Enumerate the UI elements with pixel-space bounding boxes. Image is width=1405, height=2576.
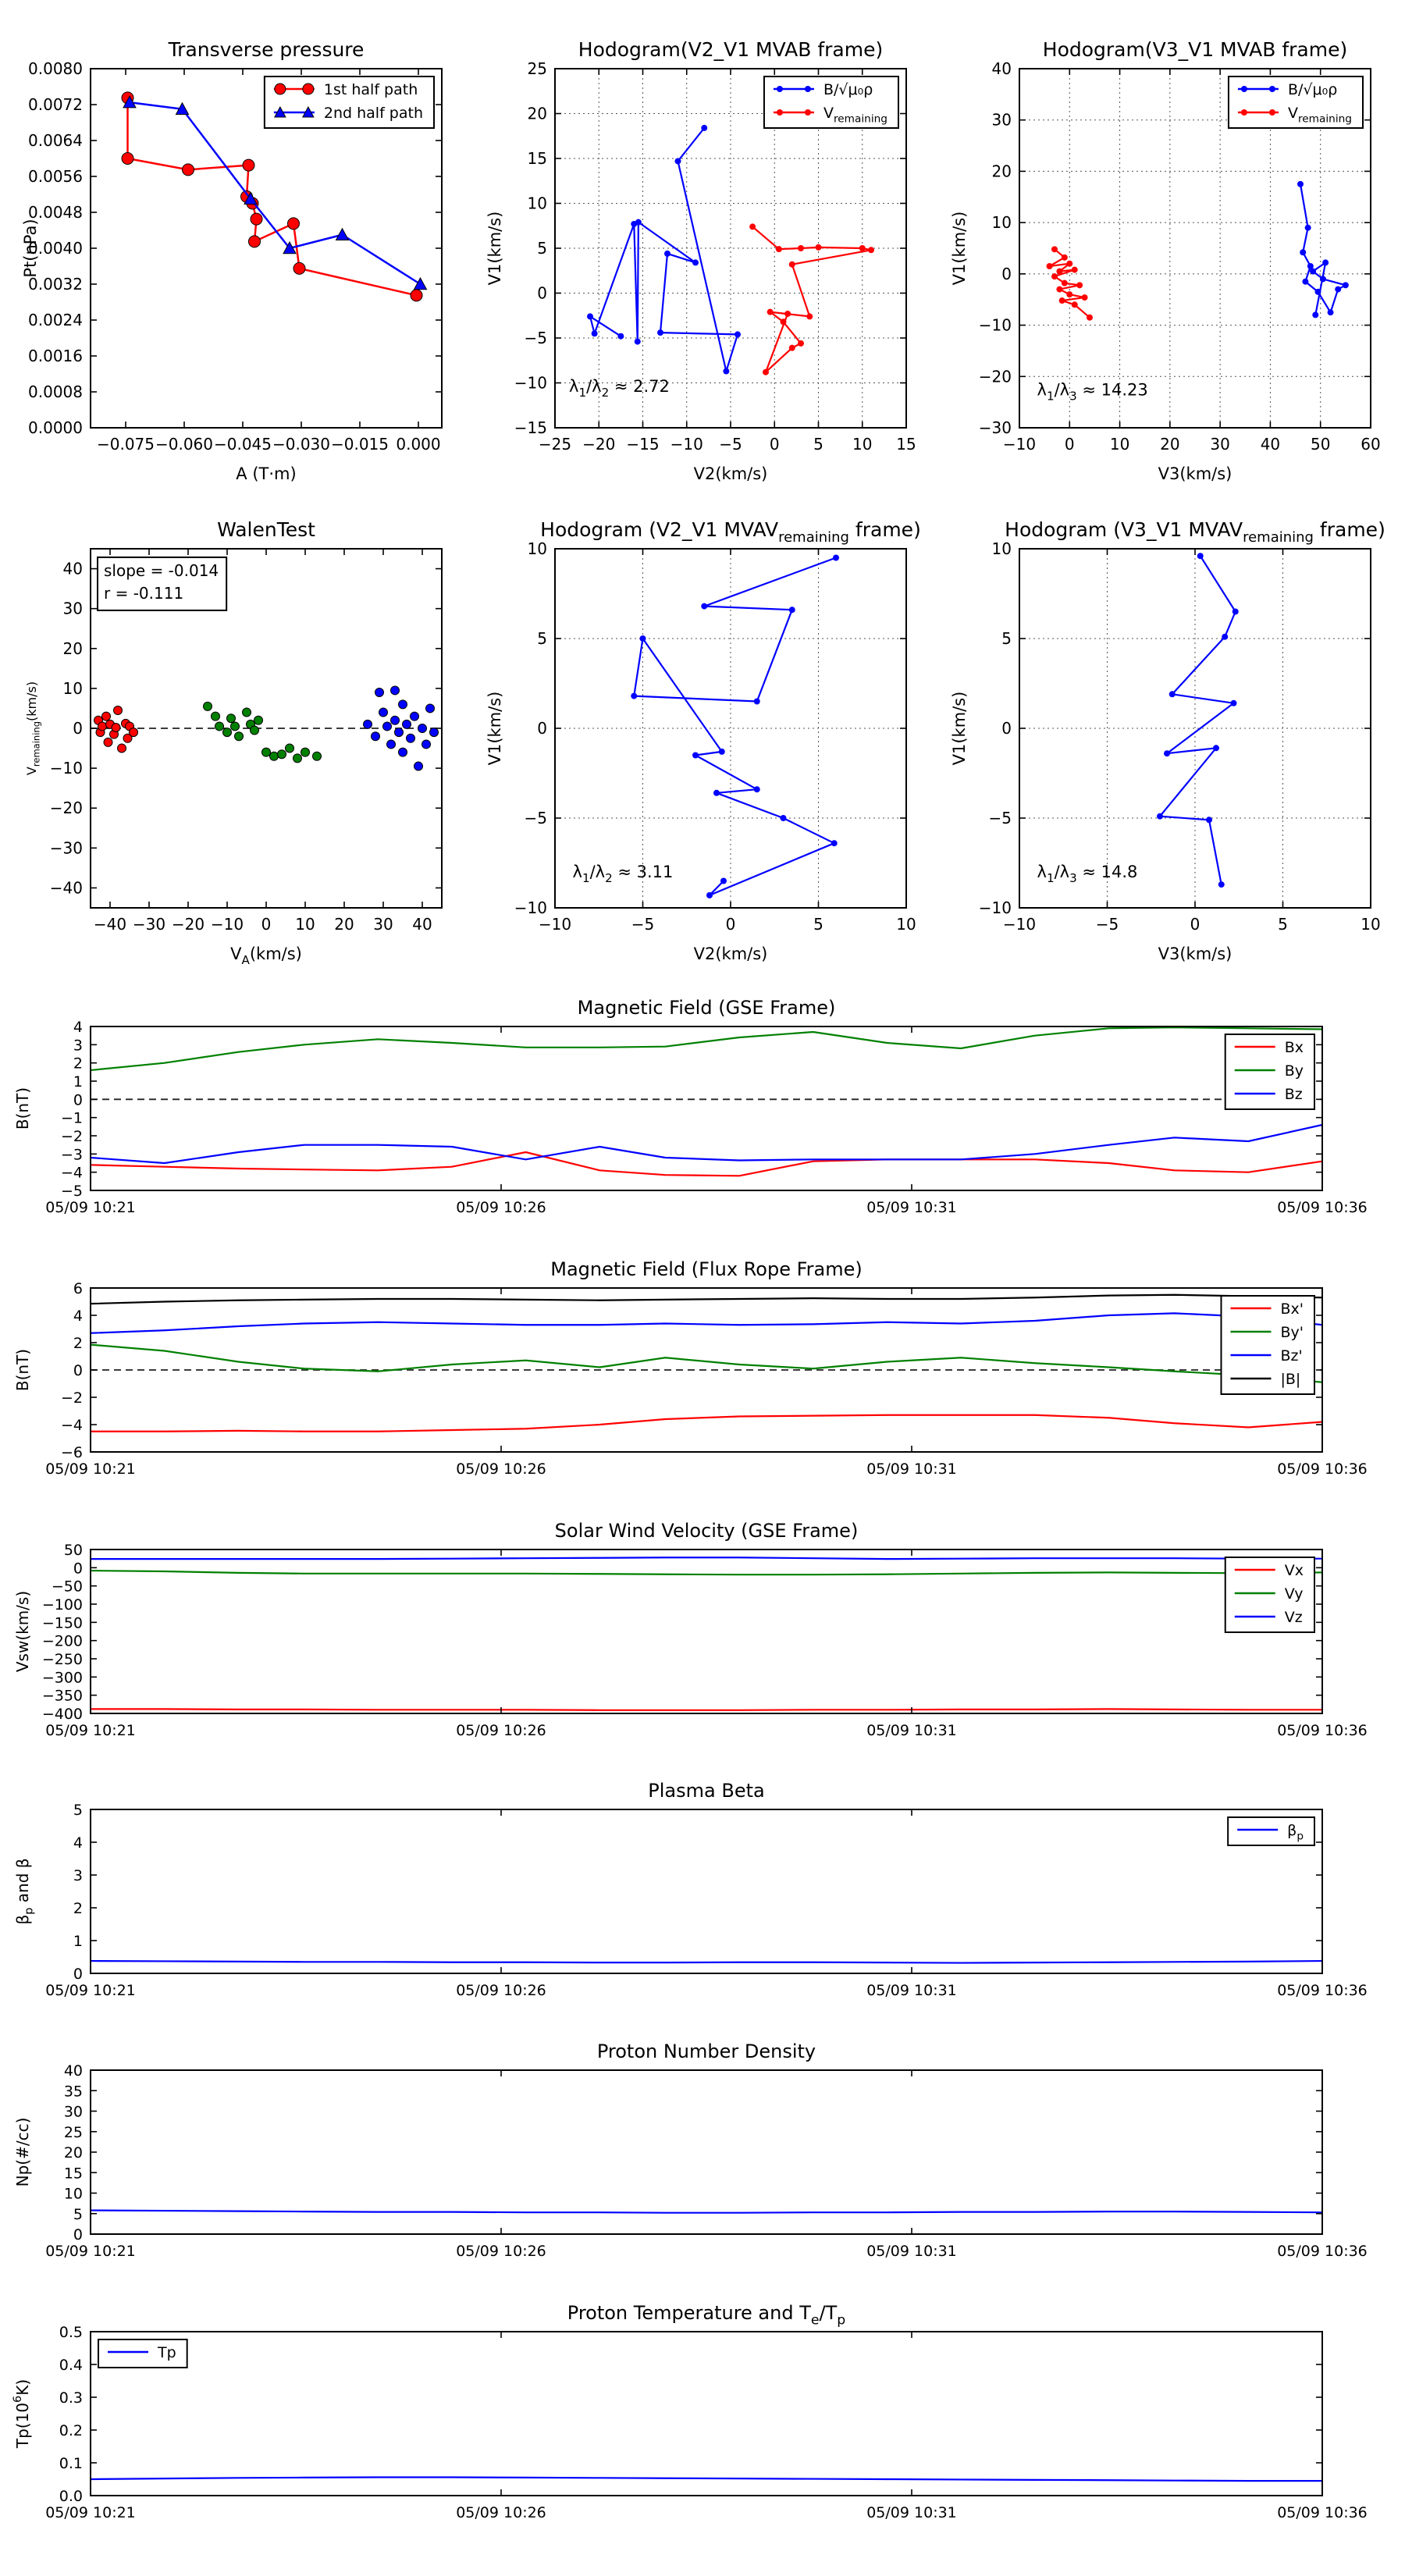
x-tick-label: −0.015 bbox=[330, 435, 389, 454]
y-tick-label: 5 bbox=[537, 239, 547, 258]
proton-temperature-axes bbox=[12, 2304, 1368, 2521]
y-tick-label: −5 bbox=[988, 809, 1012, 827]
panel-transverse-pressure bbox=[16, 16, 476, 499]
y-tick-label: 10 bbox=[63, 2185, 83, 2203]
legend-label: Bz bbox=[1284, 1086, 1303, 1103]
hodogram-v3v1-mvab-svg bbox=[944, 16, 1405, 496]
series-B/√μ₀ρ bbox=[590, 128, 738, 372]
legend bbox=[265, 76, 434, 128]
mag-field-flux-rope-axes bbox=[13, 1260, 1368, 1478]
y-tick-label: −1 bbox=[60, 1109, 83, 1127]
series-Vy bbox=[91, 1571, 1322, 1574]
hodogram-v2v1-mvab-svg bbox=[480, 16, 941, 496]
legend-label: $V_{remaining}$ bbox=[1287, 105, 1352, 126]
legend bbox=[1225, 1034, 1314, 1109]
legend bbox=[764, 76, 898, 128]
text-box bbox=[98, 557, 226, 610]
x-tick-label: 05/09 10:21 bbox=[45, 2243, 136, 2260]
x-tick-label: 10 bbox=[1361, 915, 1381, 934]
y-tick-label: 0 bbox=[73, 2226, 83, 2243]
x-tick-label: −30 bbox=[132, 915, 166, 934]
x-tick-label: −10 bbox=[670, 435, 703, 454]
x-tick-label: 05/09 10:31 bbox=[866, 2504, 957, 2521]
legend-label: Vz bbox=[1284, 1609, 1303, 1626]
chart-title: Hodogram(V3_V1 MVAB frame) bbox=[1042, 38, 1348, 61]
panel-walen-test bbox=[16, 496, 476, 979]
x-tick-label: −0.045 bbox=[213, 435, 272, 454]
annotation: $\lambda_1/\lambda_3 \approx 14.23$ bbox=[1037, 380, 1148, 404]
plasma-beta-svg bbox=[8, 1781, 1397, 2016]
annotation: $\lambda_1/\lambda_2 \approx 3.11$ bbox=[572, 862, 674, 885]
y-tick-label: 15 bbox=[527, 149, 547, 168]
y-tick-label: −50 bbox=[51, 1578, 83, 1596]
y-tick-label: −10 bbox=[49, 759, 83, 778]
legend-label: Bx bbox=[1284, 1039, 1304, 1056]
y-tick-label: 0.0056 bbox=[28, 167, 83, 186]
y-tick-label: 1 bbox=[73, 1933, 83, 1950]
x-tick-label: 20 bbox=[1160, 435, 1180, 454]
x-tick-label: 40 bbox=[412, 915, 432, 934]
x-tick-label: 05/09 10:31 bbox=[866, 1982, 957, 1999]
y-tick-label: 20 bbox=[991, 162, 1012, 181]
series-Vz bbox=[91, 1557, 1322, 1559]
x-tick-label: 50 bbox=[1310, 435, 1331, 454]
proton-temperature-svg bbox=[8, 2304, 1397, 2538]
y-tick-label: 0.0048 bbox=[28, 203, 83, 222]
x-tick-label: 60 bbox=[1361, 435, 1381, 454]
x-tick-label: 0 bbox=[769, 435, 780, 454]
y-tick-label: −4 bbox=[60, 1417, 83, 1434]
y-axis-label: V1(km/s) bbox=[950, 691, 969, 766]
solar-wind-velocity-axes bbox=[13, 1521, 1368, 1739]
hodogram-v2v1-mvab-axes bbox=[486, 38, 916, 483]
y-tick-label: 0.0040 bbox=[28, 239, 83, 258]
x-tick-label: 05/09 10:26 bbox=[456, 2243, 546, 2260]
y-tick-label: 3 bbox=[73, 1037, 83, 1055]
series-By bbox=[91, 1027, 1322, 1070]
y-tick-label: 30 bbox=[62, 599, 83, 618]
y-tick-label: 6 bbox=[73, 1280, 83, 1297]
series-B/√μ₀ρ bbox=[634, 558, 836, 895]
chart-title: Hodogram (V2_V1 $MVAV_{remaining}$ frame) bbox=[540, 518, 921, 546]
legend-label: |B| bbox=[1280, 1371, 1301, 1388]
y-tick-label: −100 bbox=[41, 1596, 83, 1614]
panel-mag-field-flux-rope bbox=[8, 1260, 1397, 1497]
x-axis-label: V2(km/s) bbox=[693, 464, 768, 483]
x-tick-label: −10 bbox=[1002, 435, 1037, 454]
annotation: $\lambda_1/\lambda_3 \approx 14.8$ bbox=[1037, 862, 1138, 885]
y-tick-label: −10 bbox=[978, 898, 1012, 917]
y-tick-label: 0.0008 bbox=[28, 382, 83, 401]
legend-label: Tp bbox=[158, 2344, 176, 2361]
y-tick-label: 0.0072 bbox=[28, 95, 83, 114]
y-tick-label: 15 bbox=[63, 2165, 83, 2183]
axes-border bbox=[91, 2332, 1322, 2496]
x-axis-label: V3(km/s) bbox=[1158, 945, 1232, 963]
y-tick-label: 40 bbox=[63, 2062, 83, 2080]
y-tick-label: −10 bbox=[514, 898, 547, 917]
y-tick-label: 2 bbox=[73, 1055, 83, 1073]
mag-field-gse-axes bbox=[13, 998, 1368, 1216]
y-tick-label: 2 bbox=[73, 1335, 83, 1352]
panel-solar-wind-velocity bbox=[8, 1521, 1397, 1759]
panel-proton-temperature bbox=[8, 2304, 1397, 2541]
y-tick-label: 10 bbox=[991, 539, 1012, 558]
y-tick-label: 0 bbox=[73, 1966, 83, 1983]
y-tick-label: 0.0080 bbox=[28, 59, 83, 78]
y-tick-label: 0 bbox=[537, 719, 547, 738]
y-tick-label: 20 bbox=[63, 2144, 83, 2161]
y-tick-label: 4 bbox=[73, 1308, 83, 1325]
x-tick-label: 05/09 10:31 bbox=[866, 1461, 957, 1478]
axes-border bbox=[91, 2070, 1322, 2234]
y-tick-label: 50 bbox=[63, 1542, 83, 1559]
legend-label: $\beta_p$ bbox=[1287, 1822, 1304, 1843]
y-tick-label: 40 bbox=[991, 59, 1012, 78]
mag-field-flux-rope-svg bbox=[8, 1260, 1397, 1494]
y-tick-label: −10 bbox=[978, 315, 1012, 335]
y-tick-label: 0 bbox=[73, 1362, 83, 1379]
chart-title: Hodogram(V2_V1 MVAB frame) bbox=[578, 38, 884, 61]
chart-title: Magnetic Field (GSE Frame) bbox=[577, 998, 836, 1019]
proton-density-svg bbox=[8, 2042, 1397, 2276]
y-tick-label: 0.4 bbox=[59, 2357, 83, 2374]
annotation: $\lambda_1/\lambda_2 \approx 2.72$ bbox=[569, 377, 670, 400]
x-tick-label: 20 bbox=[334, 915, 354, 934]
x-tick-label: 10 bbox=[295, 915, 315, 934]
x-tick-label: 05/09 10:21 bbox=[45, 1461, 136, 1478]
y-tick-label: −250 bbox=[41, 1651, 83, 1668]
y-tick-label: −4 bbox=[60, 1164, 83, 1182]
hodogram-v3v1-mvav-svg bbox=[944, 496, 1405, 976]
x-tick-label: −5 bbox=[719, 435, 742, 454]
mag-field-gse-svg bbox=[8, 998, 1397, 1233]
x-tick-label: 05/09 10:21 bbox=[45, 1982, 136, 1999]
y-tick-label: 0.0024 bbox=[28, 311, 83, 329]
legend-label: 1st half path bbox=[323, 81, 418, 98]
series-Vx bbox=[91, 1709, 1322, 1710]
y-tick-label: −300 bbox=[41, 1669, 83, 1687]
panel-hodogram-v2v1-mvav bbox=[480, 496, 941, 979]
y-tick-label: −20 bbox=[49, 799, 83, 818]
x-tick-label: 05/09 10:31 bbox=[866, 1722, 957, 1739]
x-tick-label: −0.075 bbox=[96, 435, 155, 454]
series-2nd half path bbox=[130, 102, 421, 284]
y-tick-label: −6 bbox=[60, 1444, 83, 1461]
x-tick-label: 05/09 10:36 bbox=[1277, 1199, 1368, 1216]
y-tick-label: 25 bbox=[63, 2123, 83, 2141]
y-tick-label: 5 bbox=[73, 2205, 83, 2223]
y-tick-label: 25 bbox=[527, 59, 547, 78]
hodogram-v2v1-mvav-svg bbox=[480, 496, 941, 976]
x-axis-label: A (T·m) bbox=[236, 464, 297, 483]
y-axis-label: V1(km/s) bbox=[486, 691, 504, 766]
legend-label: Bz' bbox=[1280, 1347, 1303, 1364]
y-tick-label: 0 bbox=[73, 1560, 83, 1578]
x-tick-label: 0.000 bbox=[396, 435, 441, 454]
series-Tp bbox=[91, 2477, 1322, 2481]
x-tick-label: 05/09 10:31 bbox=[866, 2243, 957, 2260]
y-tick-label: −150 bbox=[41, 1614, 83, 1632]
panel-plasma-beta bbox=[8, 1781, 1397, 2019]
series-Np bbox=[91, 2211, 1322, 2213]
y-tick-label: 0.0016 bbox=[28, 347, 83, 365]
y-tick-label: 20 bbox=[62, 639, 83, 658]
x-tick-label: 30 bbox=[1210, 435, 1230, 454]
y-tick-label: 30 bbox=[991, 110, 1012, 130]
y-tick-label: 40 bbox=[62, 559, 83, 578]
series-V_{remaining} bbox=[1050, 249, 1090, 317]
x-tick-label: 0 bbox=[725, 915, 736, 934]
walen-test-axes bbox=[24, 518, 442, 967]
transverse-pressure-svg bbox=[16, 16, 476, 496]
x-tick-label: −10 bbox=[538, 915, 572, 934]
proton-density-axes bbox=[13, 2042, 1368, 2260]
y-tick-label: −400 bbox=[41, 1706, 83, 1723]
chart-title: Proton Temperature and $T_e/T_p$ bbox=[567, 2304, 846, 2329]
series-β_{p} bbox=[91, 1961, 1322, 1963]
x-axis-label: $V_A(km/s)$ bbox=[230, 945, 302, 967]
x-tick-label: −10 bbox=[1002, 915, 1037, 934]
y-tick-label: 5 bbox=[537, 629, 547, 648]
legend-label: B/√μ₀ρ bbox=[823, 81, 873, 98]
series-Bz' bbox=[91, 1313, 1322, 1332]
y-tick-label: 30 bbox=[63, 2103, 83, 2121]
y-tick-label: −200 bbox=[41, 1632, 83, 1650]
x-tick-label: 05/09 10:31 bbox=[866, 1199, 957, 1216]
legend bbox=[1228, 1817, 1314, 1845]
y-tick-label: 0.2 bbox=[59, 2422, 83, 2439]
y-axis-label: V1(km/s) bbox=[950, 211, 969, 286]
x-tick-label: 05/09 10:36 bbox=[1277, 2243, 1368, 2260]
y-axis-label: Np(#/cc) bbox=[13, 2117, 32, 2187]
transverse-pressure-axes bbox=[21, 38, 442, 483]
x-tick-label: 05/09 10:26 bbox=[456, 1982, 546, 1999]
y-tick-label: 0 bbox=[73, 719, 83, 738]
text-box-line: slope = -0.014 bbox=[104, 560, 219, 580]
x-tick-label: −10 bbox=[210, 915, 244, 934]
chart-title: Solar Wind Velocity (GSE Frame) bbox=[554, 1521, 859, 1542]
y-axis-label: $\beta_p$ and β bbox=[13, 1858, 36, 1925]
x-tick-label: 5 bbox=[813, 915, 823, 934]
y-tick-label: 0 bbox=[73, 1091, 83, 1109]
y-tick-label: 5 bbox=[1001, 629, 1012, 648]
panel-hodogram-v3v1-mvav bbox=[944, 496, 1405, 979]
hodogram-v2v1-mvav-axes bbox=[486, 518, 921, 963]
y-tick-label: −2 bbox=[60, 1128, 83, 1145]
legend bbox=[1229, 76, 1363, 128]
y-tick-label: 0 bbox=[1001, 264, 1012, 283]
legend bbox=[1225, 1557, 1314, 1632]
x-tick-label: 10 bbox=[852, 435, 873, 454]
x-tick-label: 05/09 10:26 bbox=[456, 1199, 546, 1216]
y-tick-label: 2 bbox=[73, 1900, 83, 1917]
chart-title: Plasma Beta bbox=[648, 1781, 765, 1802]
y-tick-label: 20 bbox=[527, 104, 547, 123]
walen-test-svg bbox=[16, 496, 476, 976]
y-tick-label: 10 bbox=[527, 194, 547, 213]
panel-proton-density bbox=[8, 2042, 1397, 2279]
series-Bz bbox=[91, 1125, 1322, 1163]
y-axis-label: V1(km/s) bbox=[486, 211, 504, 286]
x-tick-label: 30 bbox=[373, 915, 393, 934]
legend-label: Vx bbox=[1284, 1562, 1304, 1579]
y-tick-label: 0.5 bbox=[59, 2324, 83, 2341]
chart-title: Magnetic Field (Flux Rope Frame) bbox=[550, 1260, 863, 1280]
y-tick-label: 1 bbox=[73, 1073, 83, 1091]
legend-label: 2nd half path bbox=[323, 105, 423, 122]
y-tick-label: 4 bbox=[73, 1834, 83, 1852]
legend-label: Bx' bbox=[1280, 1300, 1304, 1318]
chart-title: Transverse pressure bbox=[168, 38, 365, 61]
plasma-beta-axes bbox=[13, 1781, 1368, 1999]
series-B/√μ₀ρ bbox=[1300, 184, 1346, 315]
y-tick-label: −15 bbox=[514, 418, 547, 437]
y-tick-label: 10 bbox=[62, 678, 83, 698]
chart-title: WalenTest bbox=[217, 518, 315, 541]
x-tick-label: 05/09 10:26 bbox=[456, 1722, 546, 1739]
solar-wind-velocity-svg bbox=[8, 1521, 1397, 1756]
x-axis-label: V3(km/s) bbox=[1158, 464, 1232, 483]
series-B/√μ₀ρ bbox=[1160, 556, 1236, 884]
series-Bx bbox=[91, 1152, 1322, 1176]
x-tick-label: 05/09 10:21 bbox=[45, 1199, 136, 1216]
x-tick-label: −25 bbox=[538, 435, 572, 454]
x-tick-label: 05/09 10:36 bbox=[1277, 1461, 1368, 1478]
y-tick-label: 4 bbox=[73, 1019, 83, 1036]
y-tick-label: −2 bbox=[60, 1389, 83, 1407]
y-tick-label: −20 bbox=[978, 367, 1012, 386]
text-box-line: r = -0.111 bbox=[104, 583, 184, 603]
y-tick-label: 10 bbox=[991, 213, 1012, 233]
y-tick-label: 0.0032 bbox=[28, 275, 83, 294]
y-tick-label: −10 bbox=[514, 373, 547, 393]
y-tick-label: −5 bbox=[524, 329, 547, 347]
y-tick-label: 3 bbox=[73, 1867, 83, 1884]
y-axis-label: B(nT) bbox=[13, 1348, 32, 1392]
hodogram-v3v1-mvav-axes bbox=[950, 518, 1385, 963]
x-tick-label: −5 bbox=[1095, 915, 1119, 934]
y-tick-label: 5 bbox=[73, 1802, 83, 1819]
y-axis-label: B(nT) bbox=[13, 1087, 32, 1130]
y-tick-label: −40 bbox=[49, 878, 83, 898]
series-By' bbox=[91, 1345, 1322, 1382]
x-tick-label: 05/09 10:21 bbox=[45, 2504, 136, 2521]
y-axis-label: $Tp(10^6K)$ bbox=[12, 2379, 32, 2449]
x-axis-label: V2(km/s) bbox=[693, 945, 768, 963]
panel-hodogram-v3v1-mvab bbox=[944, 16, 1405, 499]
y-tick-label: 0.0 bbox=[59, 2488, 83, 2505]
x-tick-label: 5 bbox=[813, 435, 823, 454]
legend-label: By' bbox=[1280, 1324, 1304, 1341]
x-tick-label: 40 bbox=[1260, 435, 1281, 454]
legend-label: $V_{remaining}$ bbox=[823, 105, 887, 126]
hodogram-v3v1-mvab-axes bbox=[950, 38, 1381, 483]
legend-label: By bbox=[1284, 1062, 1304, 1080]
x-tick-label: 05/09 10:36 bbox=[1277, 1982, 1368, 1999]
y-tick-label: 0.0000 bbox=[28, 418, 83, 437]
x-tick-label: 0 bbox=[261, 915, 272, 934]
chart-title: Proton Number Density bbox=[596, 2042, 816, 2062]
y-tick-label: 0.0064 bbox=[28, 131, 83, 150]
x-tick-label: 10 bbox=[896, 915, 916, 934]
series-|B| bbox=[91, 1295, 1322, 1304]
y-tick-label: −30 bbox=[49, 838, 83, 858]
x-tick-label: 05/09 10:36 bbox=[1277, 1722, 1368, 1739]
series-Bx' bbox=[91, 1415, 1322, 1432]
y-tick-label: 35 bbox=[63, 2083, 83, 2101]
panel-hodogram-v2v1-mvab bbox=[480, 16, 941, 499]
x-tick-label: 05/09 10:36 bbox=[1277, 2504, 1368, 2521]
y-tick-label: −3 bbox=[60, 1146, 83, 1164]
legend-label: Vy bbox=[1284, 1585, 1304, 1603]
x-tick-label: −0.030 bbox=[272, 435, 331, 454]
y-axis-label: Vsw(km/s) bbox=[13, 1590, 32, 1673]
chart-title: Hodogram (V3_V1 $MVAV_{remaining}$ frame) bbox=[1005, 518, 1385, 546]
x-tick-label: 0 bbox=[1064, 435, 1075, 454]
y-tick-label: −350 bbox=[41, 1687, 83, 1705]
x-tick-label: −15 bbox=[626, 435, 660, 454]
y-tick-label: 0 bbox=[1001, 719, 1012, 738]
x-tick-label: 05/09 10:21 bbox=[45, 1722, 136, 1739]
y-tick-label: 10 bbox=[527, 539, 547, 558]
x-tick-label: 5 bbox=[1278, 915, 1288, 934]
y-axis-label: $V_{remaining}(km/s)$ bbox=[24, 681, 42, 776]
y-tick-label: 0.3 bbox=[59, 2389, 83, 2407]
x-tick-label: 10 bbox=[1109, 435, 1130, 454]
x-tick-label: −20 bbox=[582, 435, 616, 454]
x-tick-label: 05/09 10:26 bbox=[456, 2504, 546, 2521]
legend bbox=[1221, 1296, 1314, 1394]
axes-border bbox=[91, 1809, 1322, 1973]
y-tick-label: 0.1 bbox=[59, 2455, 83, 2472]
y-tick-label: 0 bbox=[537, 283, 547, 303]
x-tick-label: −40 bbox=[93, 915, 127, 934]
y-tick-label: −5 bbox=[60, 1183, 83, 1200]
legend bbox=[98, 2339, 187, 2368]
legend-label: B/√μ₀ρ bbox=[1287, 81, 1338, 98]
x-tick-label: −0.060 bbox=[155, 435, 214, 454]
y-tick-label: −5 bbox=[524, 809, 547, 827]
panel-mag-field-gse bbox=[8, 998, 1397, 1236]
series-V_{remaining} bbox=[752, 226, 871, 372]
x-tick-label: 05/09 10:26 bbox=[456, 1461, 546, 1478]
x-tick-label: −20 bbox=[171, 915, 205, 934]
x-tick-label: −5 bbox=[631, 915, 655, 934]
x-tick-label: 0 bbox=[1190, 915, 1200, 934]
y-axis-label: Pt(nPa) bbox=[21, 219, 40, 278]
x-tick-label: 15 bbox=[896, 435, 916, 454]
y-tick-label: −30 bbox=[978, 418, 1012, 437]
